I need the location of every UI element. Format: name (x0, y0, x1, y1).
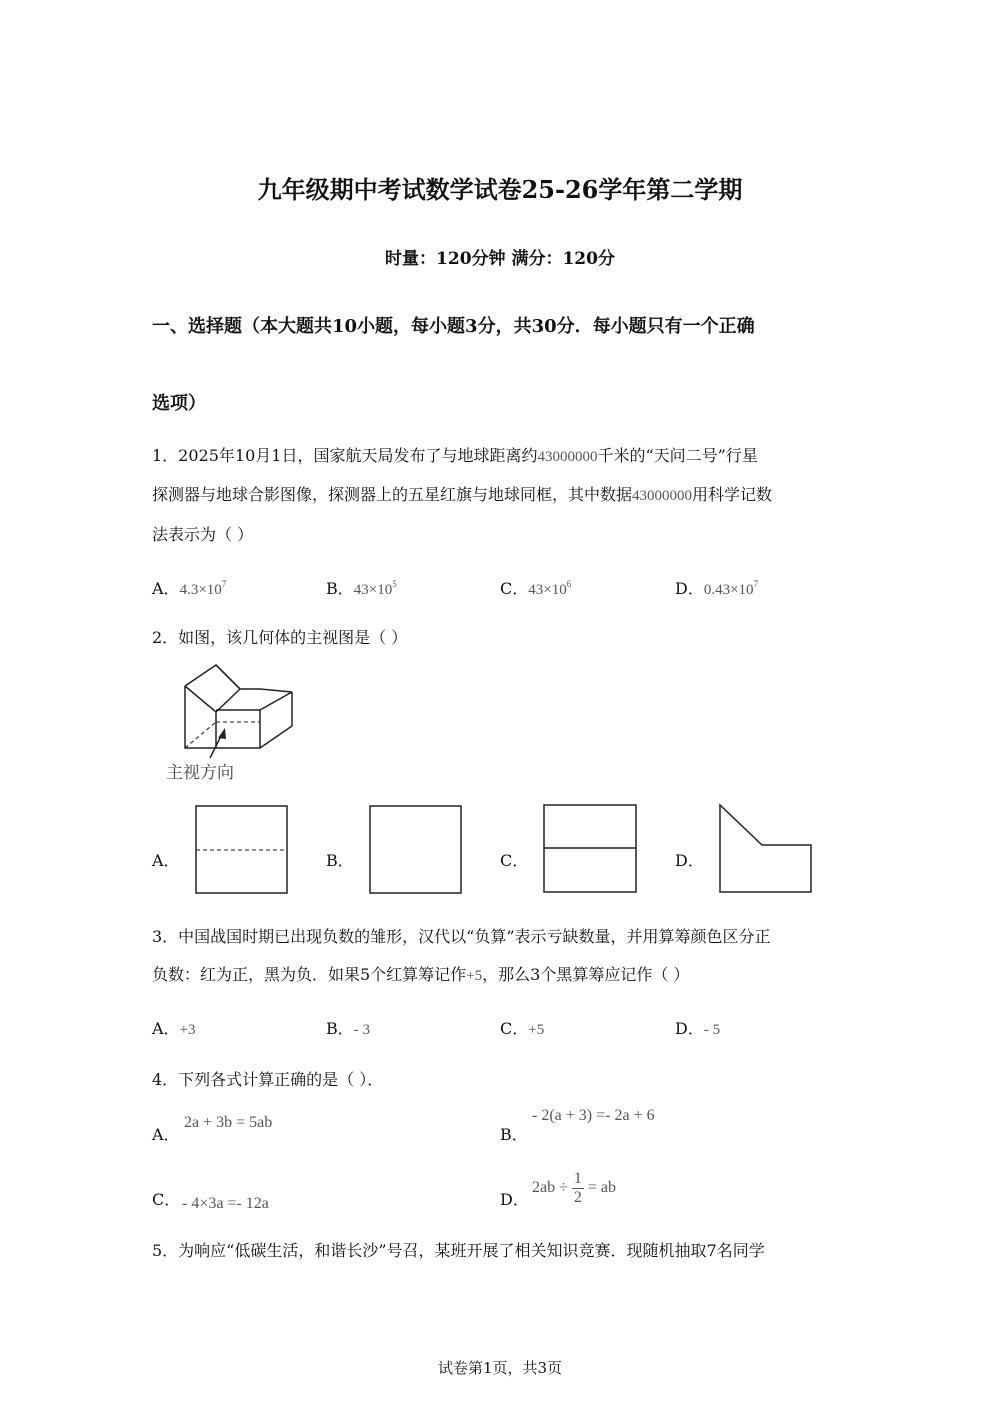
q4-option-b-label[interactable]: B． (500, 1125, 528, 1144)
q4-option-a-label[interactable]: A． (152, 1125, 180, 1144)
q3-line1: 3．中国战国时期已出现负数的雏形，汉代以“负算”表示亏缺数量，并用算筹颜色区分正 (152, 927, 771, 946)
q2-option-c-label[interactable]: C． (500, 851, 529, 870)
q2-option-a-figure[interactable] (195, 805, 289, 895)
q2-option-d-label[interactable]: D． (675, 851, 704, 870)
q2-option-b-figure[interactable] (369, 805, 463, 895)
q1-line1: 1．2025年10月1日，国家航天局发布了与地球距离约43000000千米的“天问二号”行星 (152, 446, 758, 465)
q1-option-a[interactable]: A．$4.3\times 10^7$ (152, 579, 227, 598)
q2-option-d-figure[interactable] (718, 803, 814, 895)
q4-option-c-expr: - 4×3a =- 12a (182, 1195, 269, 1212)
q3-line2: 负数：红为正，黑为负．如果5个红算筹记作+5，那么3个黑算筹应记作（ ） (152, 965, 690, 984)
q1-line2: 探测器与地球合影图像，探测器上的五星红旗与地球同框，其中数据43000000用科学记数 (152, 485, 773, 504)
q3-option-c[interactable]: C．+5 (500, 1019, 545, 1038)
q2-text: 2．如图，该几何体的主视图是（ ） (152, 628, 408, 647)
q2-option-a-label[interactable]: A． (152, 851, 180, 870)
q3-option-d[interactable]: D．- 5 (675, 1019, 721, 1038)
q4-option-b-expr: - 2(a + 3) =- 2a + 6 (532, 1107, 655, 1124)
section-heading-line1: 一、选择题（本大题共10小题，每小题3分，共30分．每小题只有一个正确 (152, 316, 755, 337)
section-heading-line2: 选项） (152, 393, 206, 414)
q1-line3: 法表示为（ ） (152, 525, 254, 544)
q4-option-c-label[interactable]: C． (152, 1190, 181, 1209)
q5-text: 5．为响应“低碳生活，和谐长沙”号召，某班开展了相关知识竞赛．现随机抽取7名同学 (152, 1241, 765, 1260)
q1-option-d[interactable]: D．$0.43\times 10^7$ (675, 579, 759, 598)
q4-option-d-expr: 2ab ÷ $\frac{1}{2}$ = ab (532, 1170, 617, 1206)
q3-option-a[interactable]: A．+3 (152, 1019, 196, 1038)
q2-solid-figure (180, 660, 300, 760)
q1-option-c[interactable]: C．$43\times 10^6$ (500, 579, 572, 598)
q4-option-a-expr: 2a + 3b = 5ab (184, 1114, 273, 1131)
q1-option-b[interactable]: B．$43\times 10^5$ (326, 579, 397, 598)
page-footer: 试卷第1页，共3页 (437, 1359, 563, 1377)
q4-text: 4．下列各式计算正确的是（ ）． (152, 1070, 384, 1089)
q3-option-b[interactable]: B．- 3 (326, 1019, 371, 1038)
q2-option-b-label[interactable]: B． (326, 851, 354, 870)
q2-option-c-figure[interactable] (543, 804, 638, 894)
exam-subtitle: 时量：120分钟 满分：120分 (385, 249, 615, 269)
exam-title: 九年级期中考试数学试卷25-26学年第二学期 (257, 175, 743, 204)
q4-option-d-label[interactable]: D． (500, 1190, 529, 1209)
viewing-direction-caption: 主视方向 (166, 763, 234, 783)
